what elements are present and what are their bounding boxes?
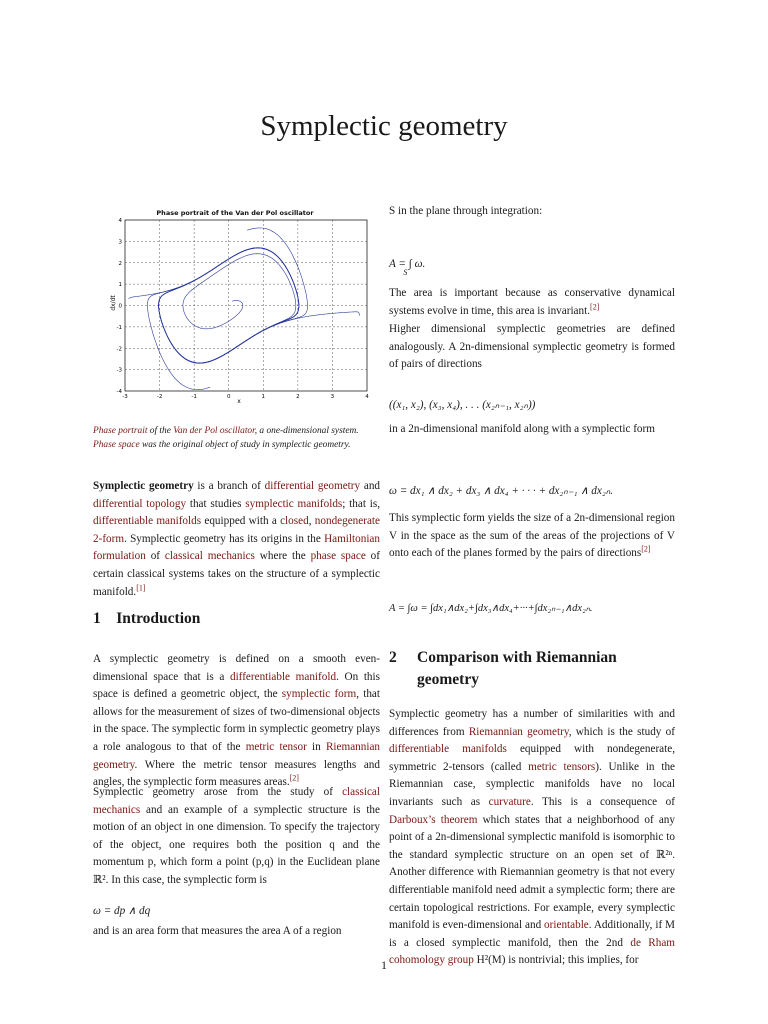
link-orientable[interactable]: orientable [544, 919, 589, 932]
right-para-4: in a 2n-dimensional manifold along with a symplectic form [389, 423, 655, 435]
reference-1[interactable]: [1] [136, 582, 146, 592]
page-title: Symplectic geometry [260, 110, 508, 142]
link-symplectic-form[interactable]: symplectic form [281, 688, 357, 701]
link-hamiltonian-formulation[interactable]: Hamiltonian formulation [93, 532, 380, 563]
reference-2b[interactable]: [2] [590, 301, 600, 311]
equation-area: A = ∫ $\omega._S$ [389, 258, 426, 277]
link-symplectic-manifolds[interactable]: symplectic manifolds [245, 497, 343, 510]
x-tick-label: 1 [261, 394, 266, 400]
caption-link-phase-space[interactable]: Phase space [93, 439, 140, 450]
y-axis-label: dx/dt [110, 295, 117, 311]
trajectory-line [147, 248, 299, 390]
right-para-5: This symplectic form yields the size of a 2n-dimensional region V in the space as the sum of the areas of the projections of V onto each of the planes formed by the pairs of directions[2] [389, 512, 675, 560]
x-tick-label: 2 [296, 394, 300, 400]
x-tick-label: 4 [365, 394, 369, 400]
right-para-2: The area is important because as conservative dynamical systems evolve in time, this area is invariant.[2] [389, 287, 675, 317]
equation-form: ω = dx₁ ∧ dx₂ + dx₃ ∧ dx₄ + · · · + dx₂ₙ₋₁ ∧ dx₂ₙ. [389, 485, 614, 497]
link-nondegenerate[interactable]: nondegenerate [314, 515, 381, 528]
x-tick-label: -1 [191, 394, 197, 400]
link-differentiable-manifolds[interactable]: differentiable manifolds [93, 515, 202, 528]
link-curvature[interactable]: curvature [488, 795, 531, 808]
figure [93, 203, 383, 408]
link-riemannian-geometry[interactable]: Riemannian geometry [93, 740, 381, 771]
x-tick-label: -3 [122, 394, 128, 400]
x-tick-label: 0 [226, 394, 231, 400]
x-tick-label: -2 [156, 394, 163, 400]
link-differentiable-manifold[interactable]: differentiable manifold [229, 670, 337, 683]
link-differential-geometry[interactable]: differential geometry [264, 480, 361, 492]
link-phase-space[interactable]: phase space [310, 550, 366, 563]
link-classical-mechanics-2[interactable]: classical mechanics [93, 786, 380, 816]
section-2-heading: 2 Comparison with Riemannian geometry [389, 649, 617, 688]
link-differentiable-manifolds-2[interactable]: differentiable manifolds [389, 743, 507, 756]
right-para-1: S in the plane through integration: [389, 205, 543, 217]
y-tick-label: 1 [118, 282, 122, 289]
link-classical-mechanics[interactable]: classical mechanics [164, 550, 255, 563]
y-tick-label: 0 [118, 303, 122, 310]
right-para-3: Higher dimensional symplectic geometries are defined analogously. A 2n-dimensional symplectic geometry is formed of pairs of directions [389, 323, 675, 371]
x-axis-label: x [237, 398, 241, 405]
y-tick-label: -1 [116, 324, 122, 331]
section-2-paragraph-1: Symplectic geometry has a number of similarities with and differences from Riemannian geometry, which is the study of differentiable manifolds equipped with nondegenerate, symmetric 2-tensors (called metric tensors). Unlike in the Riemannian case, symplectic manifolds have no local invariants such as curvature. This is a consequence of Darboux’s theorem which states that a neighborhood of any point of a 2n-dimensional symplectic manifold is isomorphic to the standard symplectic structure on an open set of ℝ²ⁿ. Another difference with Riemannian geometry is that not every differentiable manifold need admit a symplectic form; there are certain topological restrictions. For example, every symplectic manifold is even-dimensional and orientable. Additionally, if M is a closed symplectic manifold, then the 2nd de Rham cohomology group H²(M) is nontrivial; this implies, for [389, 708, 676, 967]
plot-title: Phase portrait of the Van der Pol oscillator [156, 209, 314, 217]
section-1-paragraph-2: Symplectic geometry arose from the study of classical mechanics and an example of a symplectic structure is the motion of an object in one dimension. To specify the trajectory of the object, one requires both the position q and the momentum p, which form a point (p,q) in the Euclidean plane ℝ². In this case, the symplectic form is [93, 786, 380, 886]
y-tick-label: -2 [116, 346, 122, 353]
equation-pairs: ((x₁, x₂), (x₃, x₄), . . . (x₂ₙ₋₁, x₂ₙ)) [389, 399, 536, 411]
link-de-rham-cohomology[interactable]: de Rham cohomology group [389, 936, 675, 967]
reference-2[interactable]: [2] [289, 773, 299, 783]
caption-link-phase-portrait[interactable]: Phase portrait [93, 426, 148, 436]
reference-2c[interactable]: [2] [641, 544, 651, 554]
x-tick-label: 3 [330, 394, 335, 400]
equation-sum: A = ∫ω = ∫dx₁∧dx₂+∫dx₃∧dx₄+···+∫dx₂ₙ₋₁∧dx₂ₙ. [389, 603, 593, 614]
y-tick-label: 4 [118, 218, 122, 224]
link-riemannian-geometry-2[interactable]: Riemannian geometry [468, 725, 569, 738]
y-tick-label: -3 [116, 367, 122, 374]
page-number: 1 [381, 958, 387, 972]
link-metric-tensors[interactable]: metric tensors [528, 760, 596, 773]
link-darboux-theorem[interactable]: Darboux’s theorem [389, 813, 478, 826]
y-tick-label: -4 [116, 389, 122, 395]
section-1-heading: 1 Introduction [93, 610, 201, 627]
section-1-paragraph-3: and is an area form that measures the area A of a region [93, 925, 342, 937]
figure-caption: Phase portrait of the Van der Pol oscillator, a one-dimensional system. Phase space was the original object of study in symplectic geometry. [93, 426, 359, 450]
intro-paragraph: Symplectic geometry is a branch of differential geometry and differential topology that studies symplectic manifolds; that is, differentiable manifolds equipped with a closed, nondegenerate 2-form. Symplectic geometry has its origins in the Hamiltonian formulation of classical mechanics where the phase space of certain classical systems takes on the structure of a symplectic manifold.[1] [93, 480, 381, 598]
y-tick-label: 2 [118, 260, 122, 267]
phase-portrait-chart [93, 203, 383, 408]
link-closed[interactable]: closed [280, 515, 309, 528]
link-2-form[interactable]: 2-form [93, 532, 125, 545]
caption-link-van-der-pol[interactable]: Van der Pol oscillator [173, 426, 255, 436]
trajectory-line [159, 228, 308, 363]
link-metric-tensor[interactable]: metric tensor [245, 740, 307, 753]
section-1-paragraph-1: A symplectic geometry is defined on a smooth even-dimensional space that is a differentiable manifold. On this space is defined a geometric object, the symplectic form, that allows for the measurement of sizes of two-dimensional objects in the space. The symplectic form in symplectic geometry plays a role analogous to that of the metric tensor in Riemannian geometry. Where the metric tensor measures lengths and angles, the symplectic form measures areas.[2] [93, 653, 381, 789]
y-tick-label: 3 [118, 239, 122, 246]
equation-omega: ω = dp ∧ dq [93, 905, 151, 917]
link-differential-topology[interactable]: differential topology [93, 497, 187, 510]
